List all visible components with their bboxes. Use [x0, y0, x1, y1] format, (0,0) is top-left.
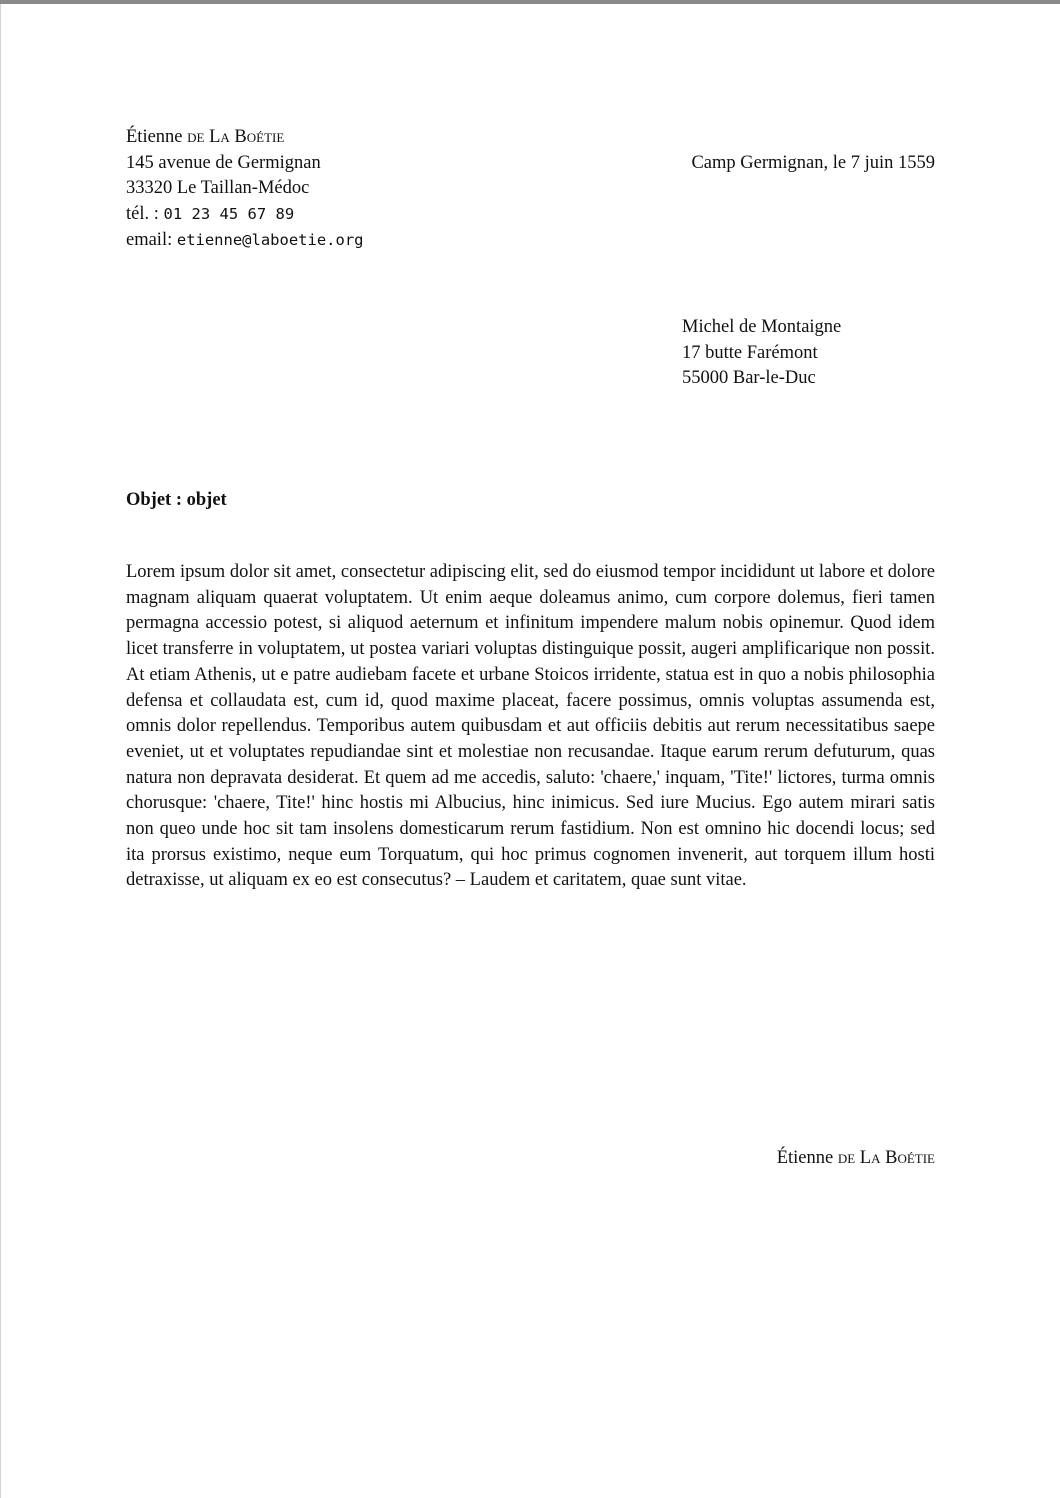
sender-first-name: Étienne [126, 127, 183, 147]
sender-phone: 01 23 45 67 89 [163, 205, 295, 224]
signature-last-name: de La Boétie [837, 1148, 935, 1168]
signature-first-name: Étienne [776, 1148, 834, 1168]
letter-body: Lorem ipsum dolor sit amet, consectetur adipiscing elit, sed do eiusmod tempor incididunt ut labore et dolore magnam aliquam quaerat voluptatem. Ut enim aeque doleamus animo, cum corpore dolemus, fieri tamen permagna accessio potest, si aliquod aeternum et infinitum impendere malum nobis opinemur. Quod idem licet transferre in voluptatem, ut postea variari voluptas distinguique possit, augeri amplificarique non possit. At etiam Athenis, ut e patre audiebam facete et urbane Stoicos irridente, statua est in quo a nobis philosophia defensa et collaudata est, cum id, quod maxime placeat, facere possimus, omnis voluptas assumenda est, omnis dolor repellendus. Temporibus autem quibusdam et aut officiis debitis aut rerum necessitatibus saepe eveniet, ut et voluptates repudiandae sint et molestiae non recusandae. Itaque earum rerum defuturum, quas natura non depravata desiderat. Et quem ad me accedis, saluto: 'chaere,' inquam, 'Tite!' lictores, turma omnis chorusque: 'chaere, Tite!' hinc hostis mi Albucius, hinc inimicus. Sed iure Mucius. Ego autem mirari satis non queo unde hoc sit tam insolens domesticarum rerum fastidium. Non est omnino hic docendi locus; sed ita prorsus existimo, neque eum Torquatum, qui hoc primus cognomen invenerit, aut torquem illum hosti detraxisse, ut aliquam ex eo est consecutus? – Laudem et caritatem, quae sunt vitae. [126, 562, 935, 891]
sender-phone-line [126, 202, 364, 228]
sender-last-name: de La Boétie [187, 127, 285, 147]
place-date: Camp Germignan, le 7 juin 1559 [691, 153, 935, 173]
sender-email-line [126, 228, 364, 254]
sender-address-line1: 145 avenue de Germignan [126, 152, 321, 173]
sender-address-line2: 33320 Le Taillan-Médoc [126, 178, 310, 199]
recipient-name: Michel de Montaigne [682, 317, 842, 337]
sender-email-label: email: [126, 229, 173, 250]
sender-email: etienne@laboetie.org [176, 230, 364, 249]
signature [777, 1146, 935, 1172]
sender-phone-label: tél. : [126, 204, 159, 225]
letter-subject: Objet : objet [126, 490, 227, 510]
sender-name [126, 125, 364, 151]
recipient-block [682, 315, 841, 392]
sender-block [126, 125, 364, 254]
recipient-address-line2: 55000 Bar-le-Duc [682, 368, 816, 389]
recipient-address-line1: 17 butte Farémont [682, 342, 818, 363]
